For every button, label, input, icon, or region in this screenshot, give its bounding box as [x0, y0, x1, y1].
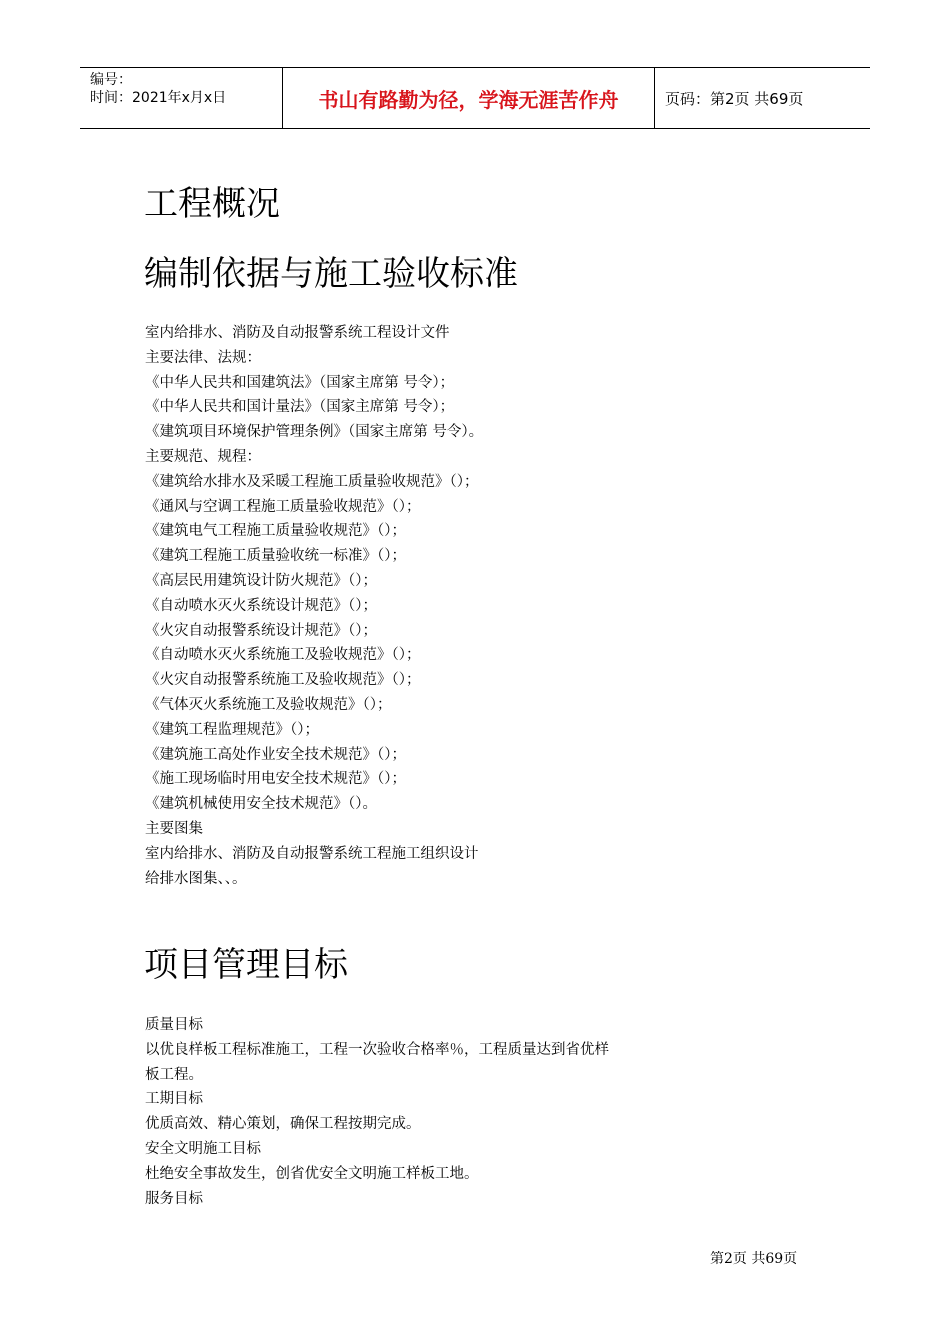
list-item: 工期目标	[145, 1091, 203, 1108]
list-item: 《建筑工程监理规范》（）；	[145, 721, 319, 738]
list-item: 《自动喷水灭火系统设计规范》（）；	[145, 597, 377, 614]
list-item: 《通风与空调工程施工质量验收规范》（）；	[145, 498, 421, 515]
list-item: 《中华人民共和国建筑法》（国家主席第 号令）；	[145, 374, 455, 391]
list-item: 《建筑工程施工质量验收统一标准》（）；	[145, 548, 406, 565]
page-footer: 第2页 共69页	[710, 1251, 798, 1267]
list-item: 《施工现场临时用电安全技术规范》（）；	[145, 771, 406, 788]
list-item: 主要规范、规程：	[145, 448, 261, 465]
basis-list	[145, 321, 705, 891]
list-item: 《火灾自动报警系统设计规范》（）；	[145, 622, 377, 639]
header-time-label: 时间：2021年x月x日	[90, 90, 227, 106]
header-number-label: 编号：	[90, 72, 132, 88]
list-item: 室内给排水、消防及自动报警系统工程施工组织设计	[145, 845, 479, 862]
header-page-info: 页码：第2页 共69页	[665, 89, 804, 108]
header-motto: 书山有路勤为径，学海无涯苦作舟	[282, 68, 655, 128]
list-item: 《建筑给水排水及采暖工程施工质量验收规范》（）；	[145, 473, 479, 490]
list-item: 《火灾自动报警系统施工及验收规范》（）；	[145, 672, 421, 689]
list-item: 板工程。	[145, 1066, 203, 1083]
section-title-goals: 项目管理目标	[144, 945, 348, 985]
list-item: 给排水图集、、。	[145, 870, 247, 887]
list-item: 主要图集	[145, 820, 203, 837]
list-item: 杜绝安全事故发生，创省优安全文明施工样板工地。	[145, 1165, 479, 1182]
list-item: 《高层民用建筑设计防火规范》（）；	[145, 572, 377, 589]
list-item: 室内给排水、消防及自动报警系统工程设计文件	[145, 325, 450, 341]
goals-list	[145, 1013, 705, 1211]
list-item: 优质高效、精心策划，确保工程按期完成。	[145, 1116, 421, 1133]
list-item: 《建筑机械使用安全技术规范》（）。	[145, 796, 377, 813]
list-item: 《建筑施工高处作业安全技术规范》（）；	[145, 746, 406, 763]
list-item: 以优良样板工程标准施工，工程一次验收合格率％，工程质量达到省优样	[145, 1041, 609, 1058]
list-item: 主要法律、法规：	[145, 349, 261, 366]
section-title-overview: 工程概况	[144, 184, 280, 224]
section-title-basis: 编制依据与施工验收标准	[144, 254, 518, 294]
list-item: 《气体灭火系统施工及验收规范》（）；	[145, 696, 392, 713]
list-item: 安全文明施工目标	[145, 1140, 261, 1157]
list-item: 《自动喷水灭火系统施工及验收规范》（）；	[145, 647, 421, 664]
page-header	[80, 67, 870, 129]
list-item: 服务目标	[145, 1190, 203, 1207]
header-meta	[80, 68, 282, 128]
list-item: 《中华人民共和国计量法》（国家主席第 号令）；	[145, 399, 455, 416]
list-item: 《建筑项目环境保护管理条例》（国家主席第 号令）。	[145, 424, 484, 441]
list-item: 《建筑电气工程施工质量验收规范》（）；	[145, 523, 406, 540]
list-item: 质量目标	[145, 1017, 203, 1033]
